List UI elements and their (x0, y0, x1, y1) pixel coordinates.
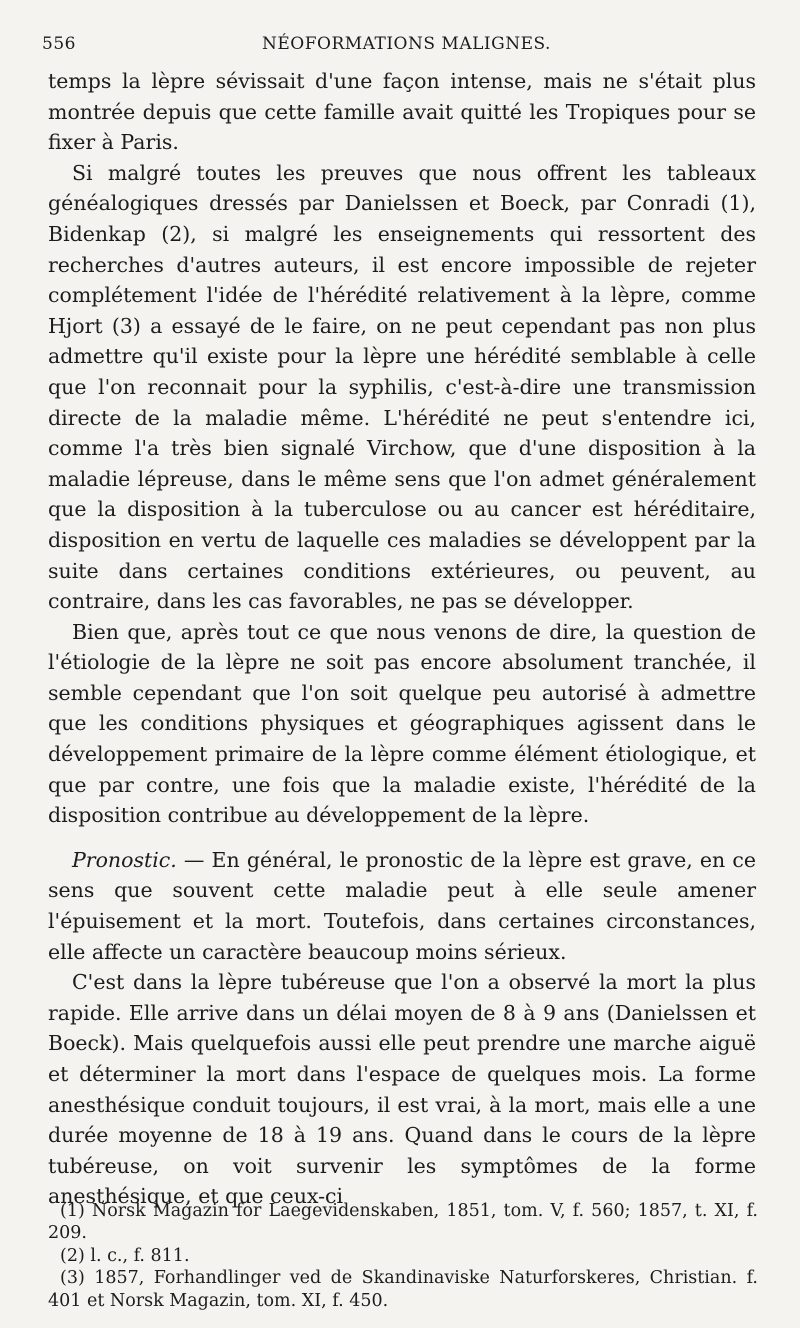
footnote-1: (1) Norsk Magazin for Laegevidenskaben, 1851, tom. V, f. 560; 1857, t. XI, f. 209. (48, 1201, 758, 1244)
main-text (48, 66, 756, 1212)
running-header (42, 34, 760, 62)
footnote-3: (3) 1857, Forhandlinger ved de Skandinaviske Naturforskeres, Christian. f. 401 et Norsk Magazin, tom. XI, f. 450. (48, 1268, 758, 1311)
paragraph-etiology: Bien que, après tout ce que nous venons de dire, la question de l'étiologie de la lèpre ne soit pas encore absolument tranchée, il semble cependant que l'on soit quelque peu autorisé à admettre que les conditions physiques et géographiques agissent dans le développement primaire de la lèpre comme élément étiologique, et que par contre, une fois que la maladie existe, l'hérédité de la disposition contribue au développement de la lèpre. (48, 619, 756, 828)
running-title: NÉOFORMATIONS MALIGNES. (262, 34, 551, 54)
footnotes (48, 1200, 758, 1312)
paragraph-pronostic (48, 845, 756, 967)
footnote-2: (2) l. c., f. 811. (60, 1245, 190, 1266)
paragraph-heredity: Si malgré toutes les preuves que nous offrent les tableaux généalogiques dressés par Danielssen et Boeck, par Conradi (1), Bidenkap (2), si malgré les enseignements qui ressortent des recherches d'autres auteurs, il est encore impossible de rejeter complétement l'idée de l'hérédité relativement à la lèpre, comme Hjort (3) a essayé de le faire, on ne peut cependant pas non plus admettre qu'il existe pour la lèpre une hérédité semblable à celle que l'on reconnait pour la syphilis, c'est-à-dire une transmission directe de la maladie même. L'hérédité ne peut s'entendre ici, comme l'a très bien signalé Virchow, que d'une disposition à la maladie lépreuse, dans le même sens que l'on admet généralement que la disposition à la tuberculose ou au cancer est héréditaire, disposition en vertu de laquelle ces maladies se développent par la suite dans certaines conditions extérieures, ou peuvent, au contraire, dans les cas favorables, ne pas se développer. (48, 160, 756, 614)
paragraph-continuation: temps la lèpre sévissait d'une façon intense, mais ne s'était plus montrée depuis que cette famille avait quitté les Tropiques pour se fixer à Paris. (48, 69, 756, 155)
pronostic-text: — En général, le pronostic de la lèpre est grave, en ce sens que souvent cette maladie peut à elle seule amener l'épuisement et la mort. Toutefois, dans certaines circonstances, elle affecte un caractère beaucoup moins sérieux. (48, 847, 756, 964)
pronostic-term: Pronostic. (72, 847, 177, 872)
paragraph-mortality: C'est dans la lèpre tubéreuse que l'on a observé la mort la plus rapide. Elle arrive dans un délai moyen de 8 à 9 ans (Danielssen et Boeck). Mais quelquefois aussi elle peut prendre une marche aiguë et déterminer la mort dans l'espace de quelques mois. La forme anesthésique conduit toujours, il est vrai, à la mort, mais elle a une durée moyenne de 18 à 19 ans. Quand dans le cours de la lèpre tubéreuse, on voit survenir les symptômes de la forme anesthésique, et que ceux-ci (48, 970, 756, 1209)
page-number: 556 (42, 34, 76, 54)
